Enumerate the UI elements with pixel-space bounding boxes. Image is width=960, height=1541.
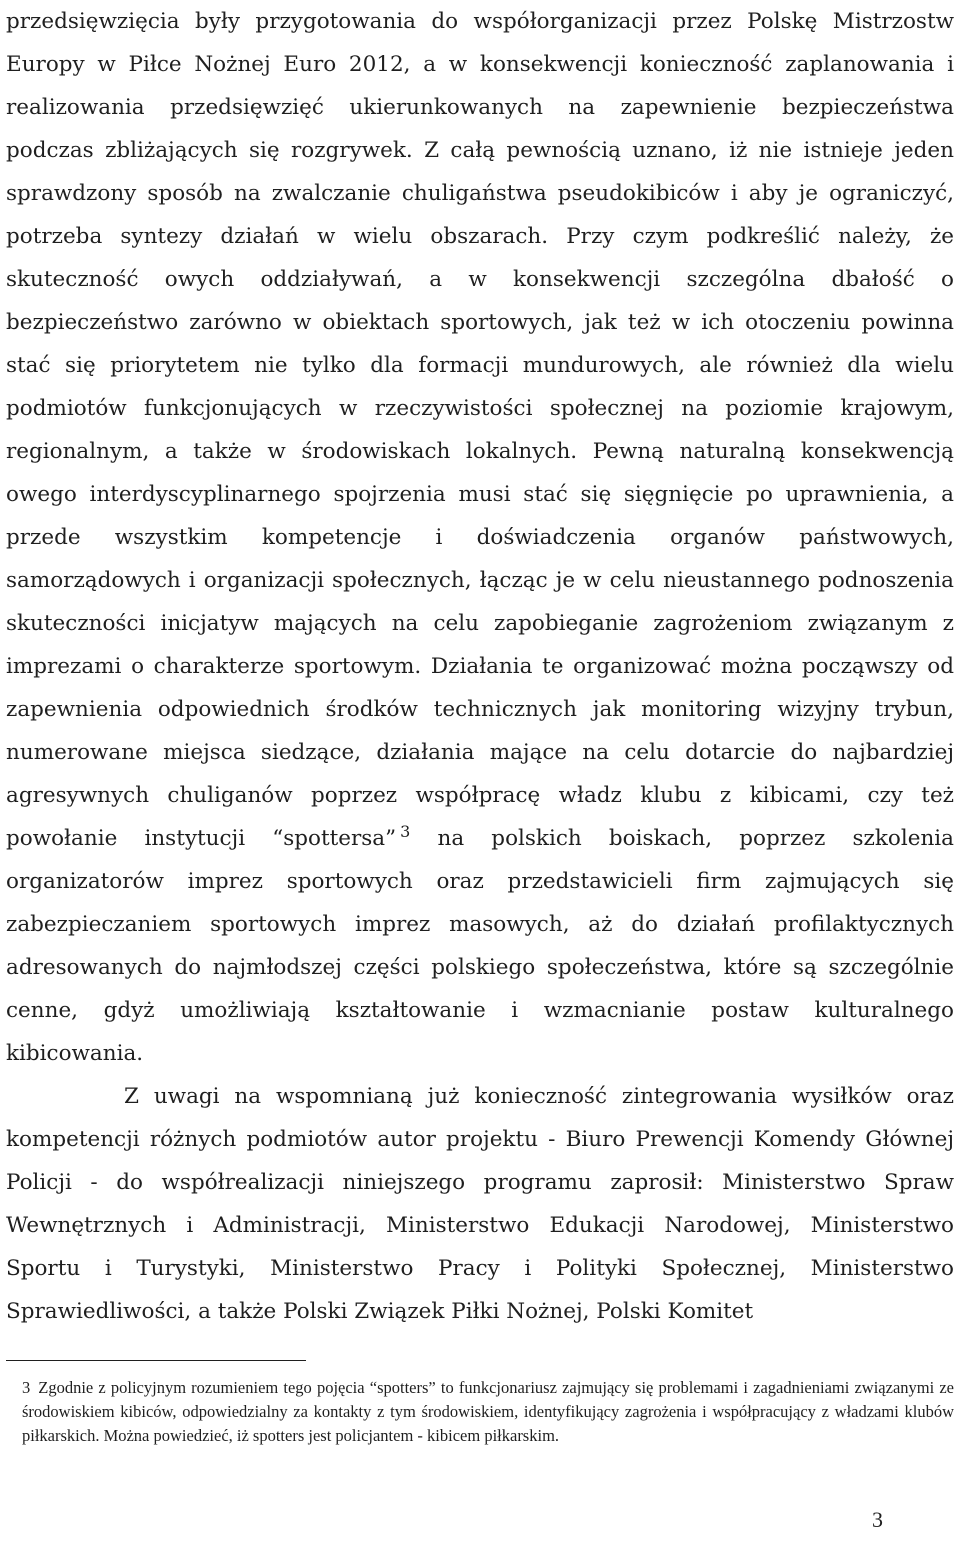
footnote-separator (6, 1360, 306, 1361)
paragraph-1 (6, 0, 954, 1075)
page-number: 3 (872, 1507, 883, 1532)
footnote-reference: 3 (400, 821, 411, 841)
footnote-number: 3 (22, 1378, 31, 1397)
paragraph-1-text: przedsięwzięcia były przygotowania do współorganizacji przez Polskę Mistrzostw Europy w Piłce Nożnej Euro 2012, a w konsekwencji konieczność zaplanowania i realizowania przedsięwzięć ukierunkowanych na zapewnienie bezpieczeństwa podczas zbliżających się rozgrywek. Z całą pewnością uznano, iż nie istnieje jeden sprawdzony sposób na zwalczanie chuligaństwa pseudokibiców i aby je ograniczyć, potrzeba syntezy działań w wielu obszarach. Przy czym podkreślić należy, że skuteczność owych oddziaływań, a w konsekwencji szczególna dbałość o bezpieczeństwo zarówno w obiektach sportowych, jak też w ich otoczeniu powinna stać się priorytetem nie tylko dla formacji mundurowych, ale również dla wielu podmiotów funkcjonujących w rzeczywistości społecznej na poziomie krajowym, regionalnym, a także w środowiskach lokalnych. Pewną naturalną konsekwencją owego interdyscyplinarnego spojrzenia musi stać się sięgnięcie po uprawnienia, a przede wszystkim kompetencje i doświadczenia organów państwowych, samorządowych i organizacji społecznych, łącząc je w celu nieustannego podnoszenia skuteczności inicjatyw mających na celu zapobieganie zagrożeniom związanym z imprezami o charakterze sportowym. Działania te organizować można począwszy od zapewnienia odpowiednich środków technicznych jak monitoring wizyjny trybun, numerowane miejsca siedzące, działania mające na celu dotarcie do najbardziej agresywnych chuliganów poprzez współpracę władz klubu z kibicami, czy też powołanie instytucji “spottersa” (6, 9, 954, 851)
footnote-text: Zgodnie z policyjnym rozumieniem tego pojęcia “spotters” to funkcjonariusz zajmujący się problemami i zagadnieniami związanymi ze środowiskiem kibiców, odpowiedzialny za kontakty z tym środowiskiem, identyfikujący zagrożenia i współpracujący z władzami klubów piłkarskich. Można powiedzieć, iż spotters jest policjantem - kibicem piłkarskim. (22, 1378, 954, 1445)
body-text (6, 0, 954, 1333)
paragraph-1-continuation: na polskich boiskach, poprzez szkolenia organizatorów imprez sportowych oraz przedstawicieli firm zajmujących się zabezpieczaniem sportowych imprez masowych, aż do działań profilaktycznych adresowanych do najmłodszej części polskiego społeczeństwa, które są szczególnie cenne, gdyż umożliwiają kształtowanie i wzmacnianie postaw kulturalnego kibicowania. (6, 826, 955, 1066)
paragraph-2: Z uwagi na wspomnianą już konieczność zintegrowania wysiłków oraz kompetencji różnych podmiotów autor projektu - Biuro Prewencji Komendy Głównej Policji - do współrealizacji niniejszego programu zaprosił: Ministerstwo Spraw Wewnętrznych i Administracji, Ministerstwo Edukacji Narodowej, Ministerstwo Sportu i Turystyki, Ministerstwo Pracy i Polityki Społecznej, Ministerstwo Sprawiedliwości, a także Polski Związek Piłki Nożnej, Polski Komitet (6, 1084, 954, 1324)
footnote (22, 1376, 954, 1448)
